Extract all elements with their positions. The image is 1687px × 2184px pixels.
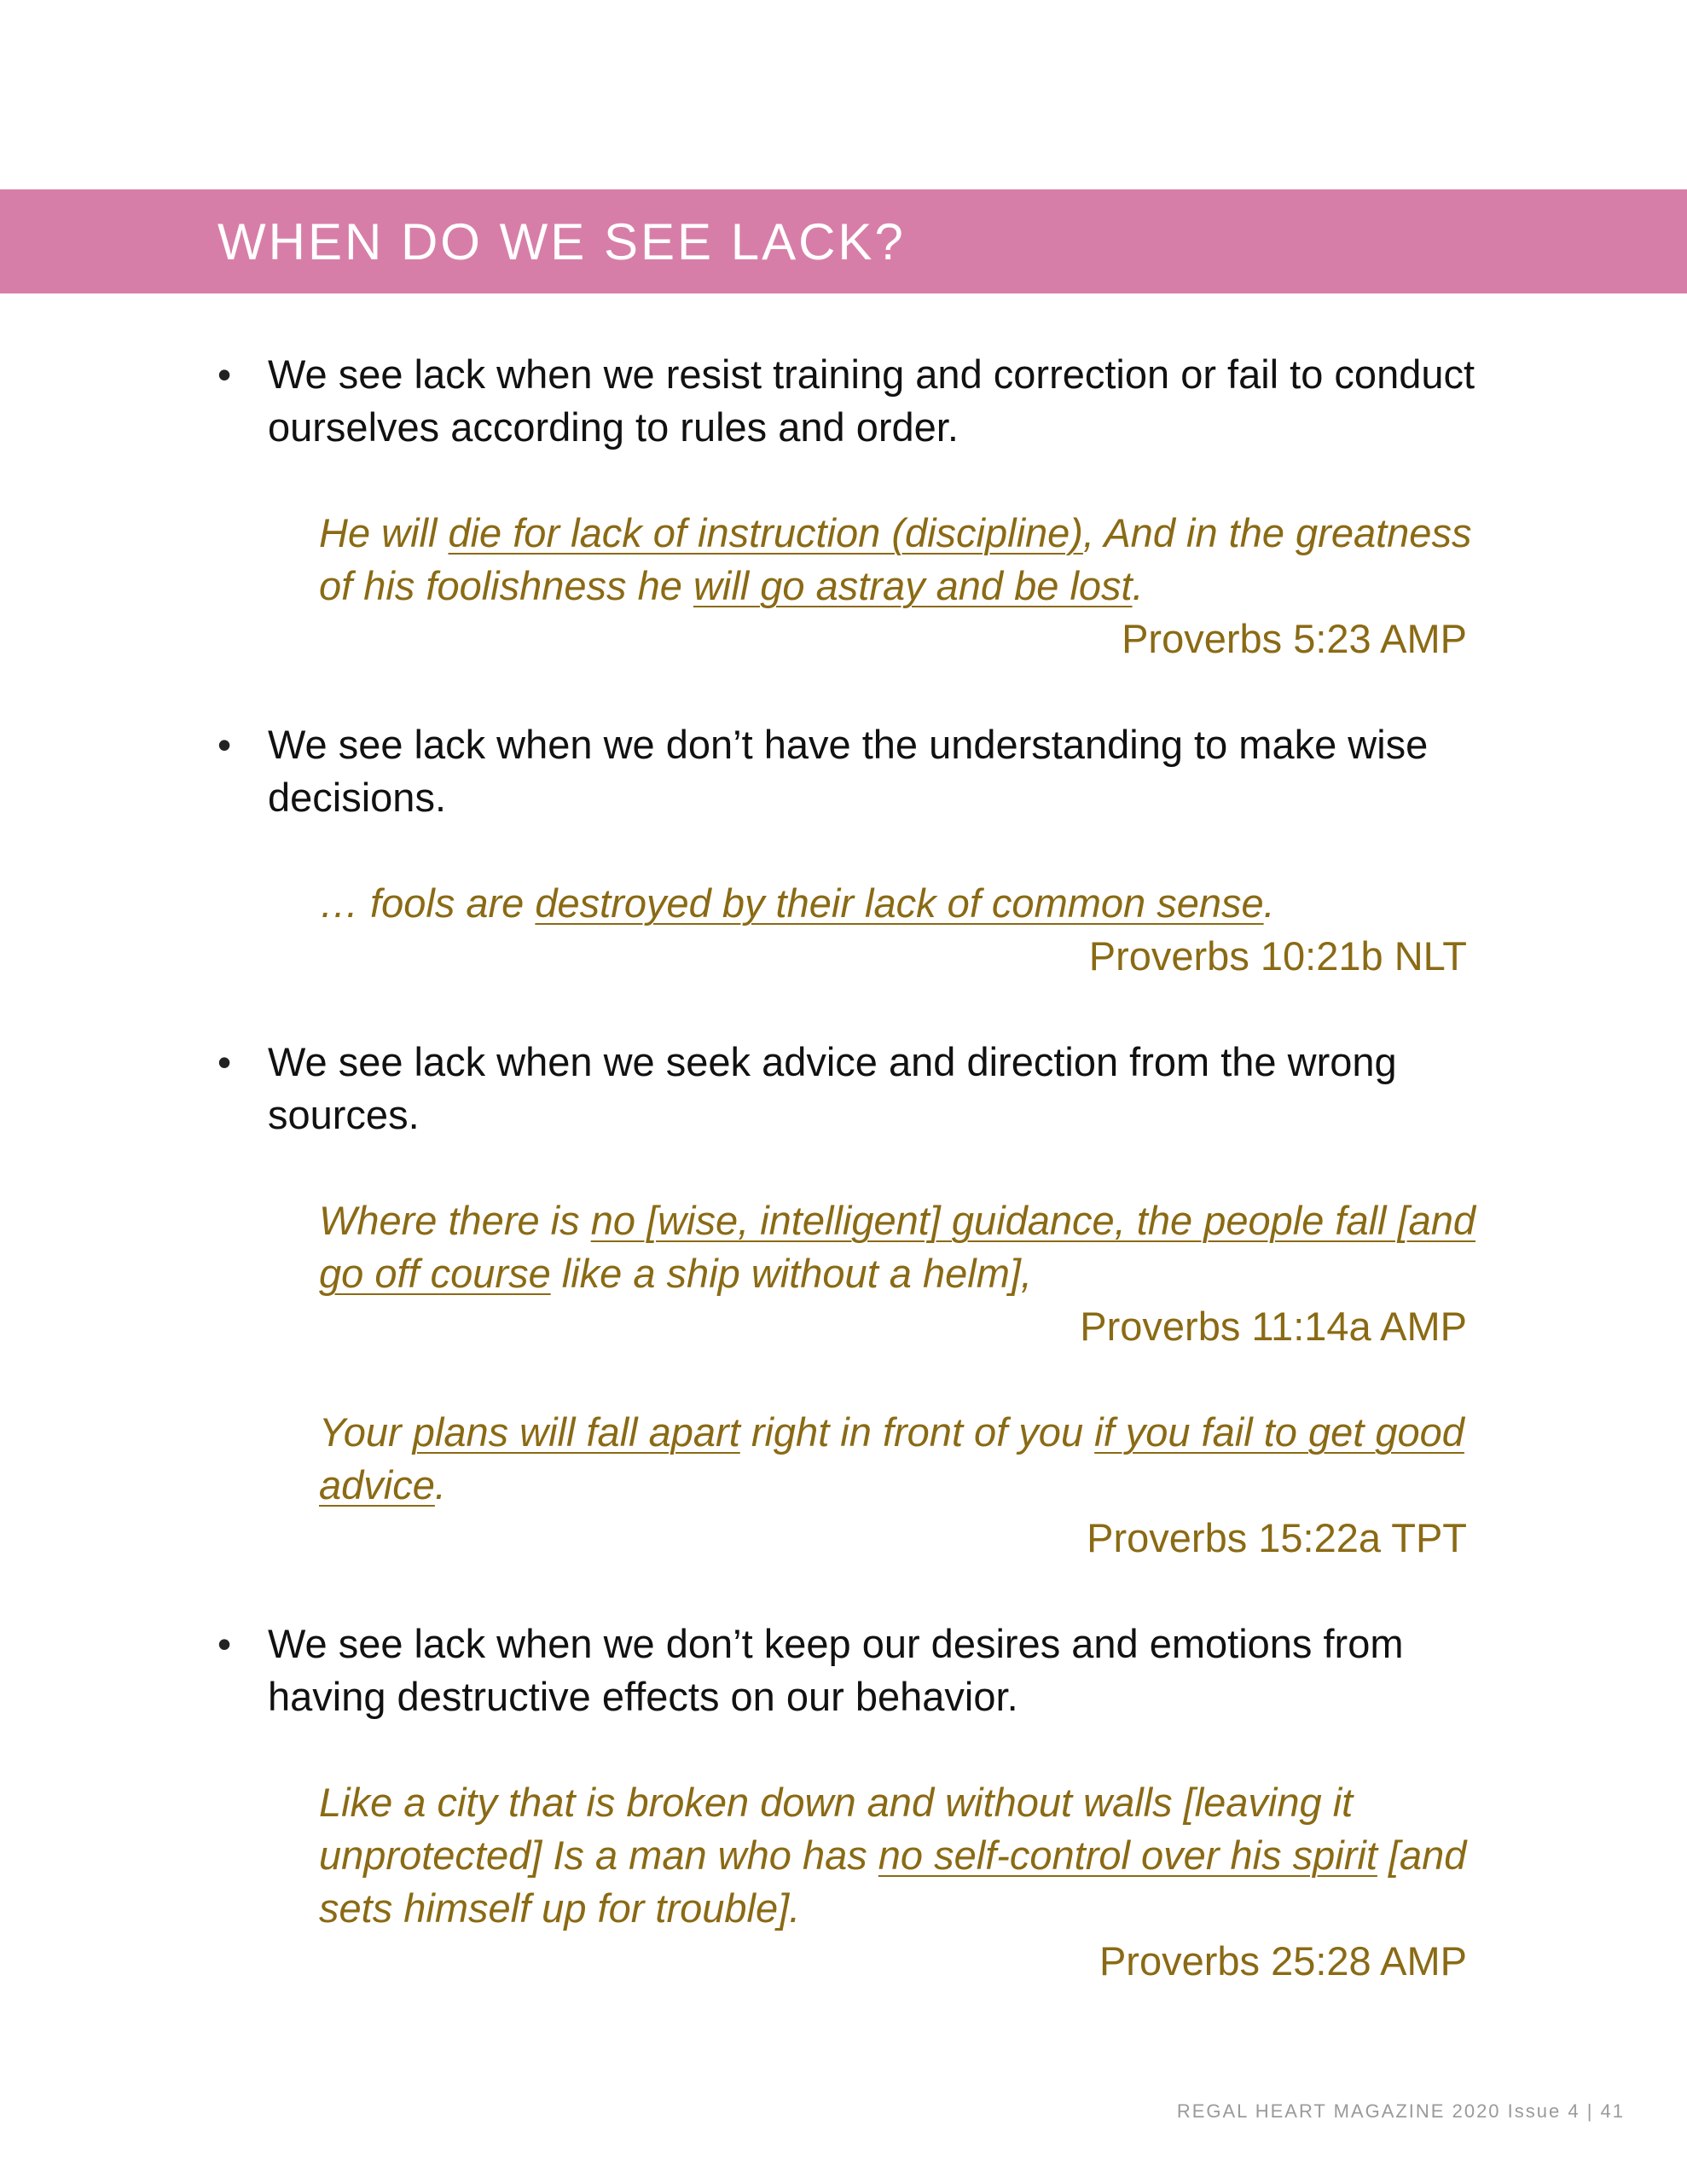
bullet-icon: • bbox=[217, 352, 232, 397]
scripture-reference-1: Proverbs 5:23 AMP bbox=[1122, 616, 1467, 661]
quote-text: Where there is bbox=[319, 1198, 591, 1243]
underlined-quote-text: will go astray and be lost bbox=[693, 563, 1133, 608]
quote-text: [and sets himself up for trouble]. bbox=[319, 1833, 1467, 1931]
scripture-reference-4: Proverbs 15:22a TPT bbox=[1087, 1515, 1467, 1560]
quote-text: like a ship without a helm], bbox=[550, 1251, 1032, 1296]
quote-text: . bbox=[434, 1462, 446, 1507]
page-footer: REGAL HEART MAGAZINE 2020 Issue 4 | 41 bbox=[1176, 2100, 1625, 2122]
underlined-quote-text: no [wise, intelligent] guidance, the people fall [and go off course bbox=[319, 1198, 1476, 1296]
underlined-quote-text: destroyed by their lack of common sense bbox=[535, 880, 1264, 926]
lack-point-4: We see lack when we don’t keep our desires and emotions from having destructive effects on our behavior. bbox=[268, 1621, 1404, 1719]
lack-point-3: We see lack when we seek advice and direction from the wrong sources. bbox=[268, 1039, 1397, 1137]
quote-text: Like a city that is broken down and without walls [leaving it unprotected] Is a man who has bbox=[319, 1780, 1354, 1878]
underlined-quote-text: die for lack of instruction (discipline) bbox=[448, 510, 1083, 555]
scripture-reference-2: Proverbs 10:21b NLT bbox=[1088, 933, 1467, 979]
underlined-quote-text: if you fail to get good advice bbox=[319, 1409, 1464, 1507]
lack-point-1: We see lack when we resist training and correction or fail to conduct ourselves according to rules and order. bbox=[268, 351, 1475, 450]
scripture-quote-5 bbox=[319, 1776, 1496, 1935]
scripture-quote-3 bbox=[319, 1194, 1496, 1300]
quote-text: Your bbox=[319, 1409, 413, 1455]
quote-text: He will bbox=[319, 510, 449, 555]
lack-point-2: We see lack when we don’t have the understanding to make wise decisions. bbox=[268, 722, 1429, 820]
scripture-reference-5: Proverbs 25:28 AMP bbox=[1099, 1938, 1467, 1984]
quote-text: . bbox=[1263, 880, 1275, 926]
quote-text: right in front of you bbox=[739, 1409, 1095, 1455]
underlined-quote-text: plans will fall apart bbox=[412, 1409, 740, 1455]
bullet-icon: • bbox=[217, 723, 232, 767]
quote-text: , And in the greatness of his foolishness he bbox=[319, 510, 1472, 608]
bullet-icon: • bbox=[217, 1622, 232, 1666]
quote-text: … fools are bbox=[319, 880, 536, 926]
scripture-quote-4 bbox=[319, 1406, 1496, 1512]
scripture-reference-3: Proverbs 11:14a AMP bbox=[1080, 1304, 1467, 1349]
scripture-quote-2 bbox=[319, 877, 1496, 930]
quote-text: . bbox=[1132, 563, 1144, 608]
scripture-quote-1 bbox=[319, 507, 1496, 613]
underlined-quote-text: no self-control over his spirit bbox=[878, 1833, 1377, 1878]
bullet-icon: • bbox=[217, 1040, 232, 1084]
page-title: WHEN DO WE SEE LACK? bbox=[217, 213, 906, 270]
